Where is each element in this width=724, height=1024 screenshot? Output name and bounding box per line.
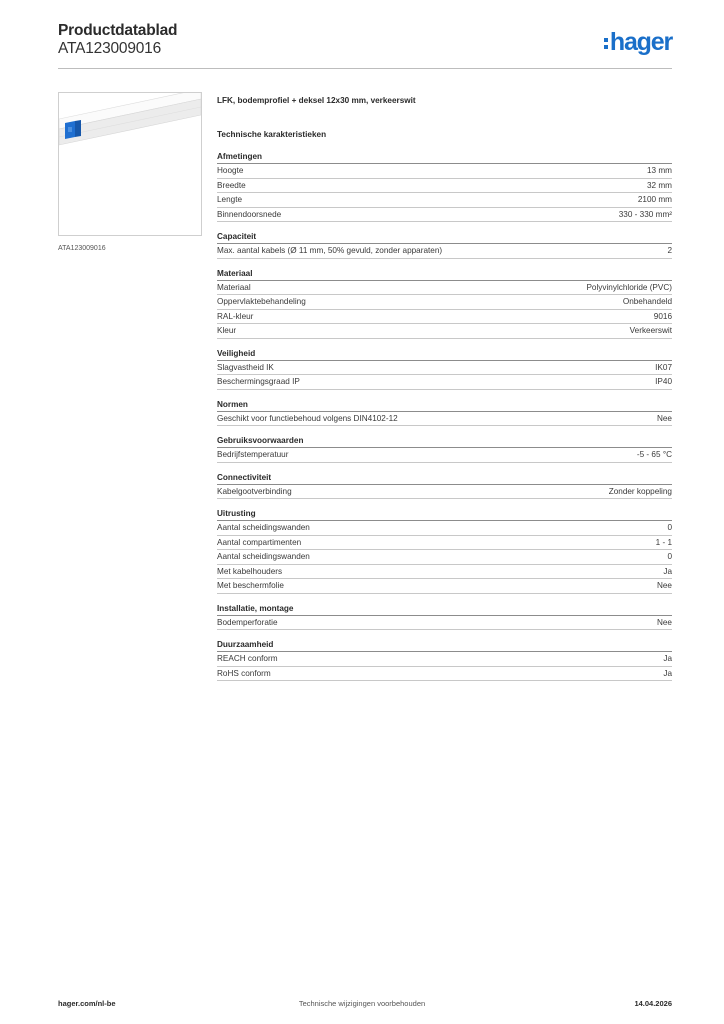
spec-value: Verkeerswit [629,326,672,335]
spec-label: Kleur [217,326,237,335]
product-image [58,92,202,236]
spec-row [217,281,672,296]
spec-label: Materiaal [217,282,251,292]
spec-value: IP40 [655,377,672,386]
section-duurzaamheid [217,638,672,681]
spec-row [217,550,672,565]
spec-row [217,536,672,551]
spec-label: Bedrijfstemperatuur [217,450,289,459]
section-capaciteit [217,230,672,259]
spec-row [217,179,672,194]
spec-value: Ja [663,668,672,678]
spec-value: 0 [667,552,672,561]
spec-label: Lengte [217,195,243,204]
spec-label: Binnendoorsnede [217,209,282,219]
spec-value: 0 [667,523,672,532]
product-code: ATA123009016 [58,40,162,57]
section-title: Installatie, montage [217,602,672,616]
spec-label: Met kabelhouders [217,566,283,576]
spec-label: Breedte [217,180,246,190]
page-title: Productdatablad [58,22,178,39]
spec-row [217,295,672,310]
section-afmetingen [217,150,672,222]
spec-value: 32 mm [646,180,672,190]
spec-label: Geschikt voor functiebehoud volgens DIN4102-12 [217,413,398,423]
section-installatie-montage [217,602,672,631]
product-title: LFK, bodemprofiel + deksel 12x30 mm, verkeerswit [217,96,416,105]
spec-value: 2 [667,246,672,255]
section-veiligheid [217,347,672,390]
spec-label: Met beschermfolie [217,581,284,590]
spec-value: -5 - 65 °C [636,450,672,459]
spec-row [217,565,672,580]
spec-row [217,361,672,376]
spec-value: 2100 mm [637,195,672,204]
section-title: Duurzaamheid [217,638,672,652]
spec-label: Hoogte [217,166,244,175]
section-normen [217,398,672,427]
spec-value: Onbehandeld [622,297,672,306]
spec-label: REACH conform [217,654,278,663]
spec-value: Ja [663,566,672,576]
spec-value: 330 - 330 mm² [618,209,672,219]
spec-row [217,244,672,259]
spec-value: 9016 [653,311,672,321]
spec-label: Oppervlaktebehandeling [217,297,306,306]
footer-notice: Technische wijzigingen voorbehouden [298,999,426,1008]
logo-text: hager [609,27,672,56]
section-title: Gebruiksvoorwaarden [217,434,672,448]
image-caption: ATA123009016 [58,245,106,252]
spec-content [217,94,672,689]
spec-label: RAL-kleur [217,311,254,321]
spec-row [217,193,672,208]
spec-value: IK07 [655,362,672,372]
tech-characteristics-heading: Technische karakteristieken [217,130,327,139]
spec-label: Kabelgootverbinding [217,486,292,496]
spec-value: Nee [656,581,672,590]
spec-label: Max. aantal kabels (Ø 11 mm, 50% gevuld, zonder apparaten) [217,246,443,255]
logo-dots-icon [604,38,608,49]
header-divider [58,68,672,69]
spec-label: Bodemperforatie [217,617,278,627]
spec-row [217,375,672,390]
section-uitrusting [217,507,672,594]
section-gebruiksvoorwaarden [217,434,672,463]
section-materiaal [217,267,672,339]
spec-value: Nee [656,413,672,423]
section-title: Capaciteit [217,230,672,244]
spec-label: Aantal compartimenten [217,537,302,547]
section-title: Veiligheid [217,347,672,361]
spec-label: Beschermingsgraad IP [217,377,300,386]
spec-row [217,412,672,427]
spec-row [217,448,672,463]
spec-row [217,652,672,667]
spec-value: 1 - 1 [655,537,672,547]
spec-row [217,579,672,594]
section-title: Uitrusting [217,507,672,521]
spec-row [217,324,672,339]
spec-row [217,208,672,223]
spec-value: 13 mm [646,166,672,175]
spec-row [217,310,672,325]
spec-row [217,485,672,500]
spec-label: Aantal scheidingswanden [217,552,310,561]
spec-value: Nee [656,617,672,627]
spec-label: RoHS conform [217,668,271,678]
spec-row [217,164,672,179]
hager-logo [604,28,672,56]
footer-date: 14.04.2026 [634,999,672,1008]
section-title: Afmetingen [217,150,672,164]
spec-value: Zonder koppeling [608,486,672,496]
spec-label: Slagvastheid IK [217,362,274,372]
section-connectiviteit [217,471,672,500]
section-title: Materiaal [217,267,672,281]
section-title: Normen [217,398,672,412]
spec-row [217,521,672,536]
cable-duct-illustration [59,93,201,235]
section-title: Connectiviteit [217,471,672,485]
spec-row [217,667,672,682]
spec-value: Ja [663,654,672,663]
spec-row [217,616,672,631]
footer-website-link[interactable]: hager.com/nl-be [58,999,116,1008]
spec-value: Polyvinylchloride (PVC) [586,282,672,292]
spec-label: Aantal scheidingswanden [217,523,310,532]
